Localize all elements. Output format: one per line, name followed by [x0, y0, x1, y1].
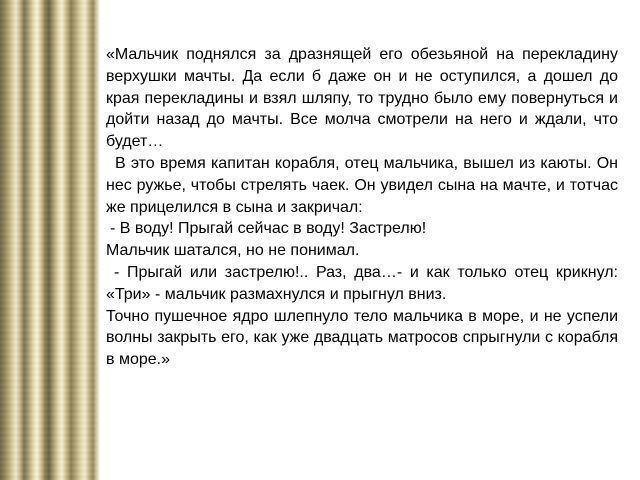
decorative-column-border: [0, 0, 97, 480]
story-paragraph: «Мальчик поднялся за дразнящей его обезьяной на перекладину верхушки мачты. Да если б даже он и не оступился, а дошел до края перекладины и взял шляпу, то трудно было ему повернуться и дойти назад до мачты. Все молча смотрели на него и ждали, что будет…: [106, 46, 618, 151]
story-paragraph: Точно пушечное ядро шлепнуло тело мальчика в море, и не успели волны закрыть его, как уже двадцать матросов спрыгнули с корабля в море.»: [106, 307, 618, 369]
story-paragraph: Мальчик шатался, но не понимал.: [106, 242, 360, 260]
column-shadow-edge: [97, 0, 100, 480]
story-paragraph: В это время капитан корабля, отец мальчика, вышел из каюты. Он нес ружье, чтобы стрелять чаек. Он увидел сына на мачте, и тотчас же прицелился в сына и закричал:: [106, 154, 618, 216]
story-paragraph: - Прыгай или застрелю!.. Раз, два…- и как только отец крикнул: «Три» - мальчик размахнулся и прыгнул вниз.: [106, 263, 618, 303]
story-paragraph: - В воду! Прыгай сейчас в воду! Застрелю!: [110, 220, 427, 238]
story-text-block: [106, 44, 618, 371]
